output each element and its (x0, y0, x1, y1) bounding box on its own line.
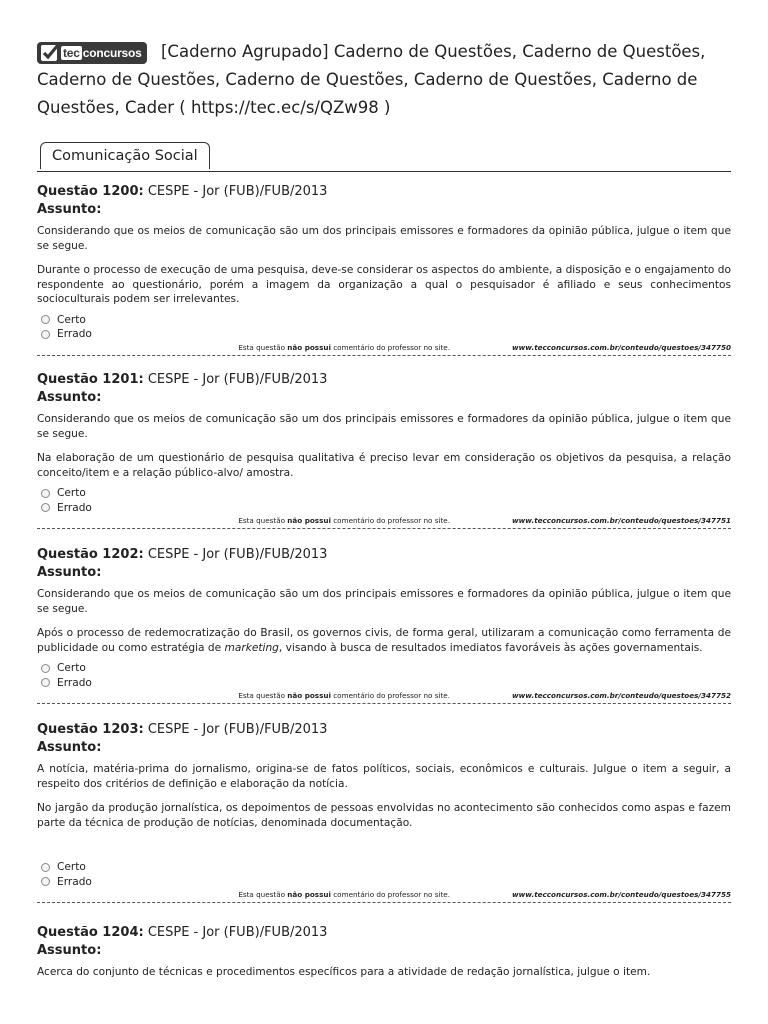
document-title: [Caderno Agrupado] Caderno de Questões, Caderno de Questões, Caderno de Questões, Caderno de Questões, Caderno de Questões, Caderno de Questões, Cader ( https://tec.ec/s/QZw98 ) (37, 42, 706, 117)
option-certo[interactable]: Certo (37, 313, 731, 328)
tecconcursos-logo[interactable] (37, 42, 147, 64)
question-header: Questão 1201: CESPE - Jor (FUB)/FUB/2013 (37, 372, 328, 387)
radio-icon[interactable] (41, 330, 50, 339)
question-subject: Assunto: (37, 390, 102, 405)
question-subject: Assunto: (37, 943, 102, 958)
question-separator (37, 703, 731, 704)
question-footer (37, 342, 731, 354)
question-statement: Durante o processo de execução de uma pesquisa, deve-se considerar os aspectos do ambiente, a disposição e o engajamento do respondente ao questionário, porém a imagem da organização a qual o pesquisador é afiliado e seus conhecimentos socioculturais podem ser irrelevantes. (37, 264, 731, 305)
question-separator (37, 902, 731, 903)
question-1204 (37, 924, 731, 980)
radio-icon[interactable] (41, 678, 50, 687)
question-statement: Na elaboração de um questionário de pesquisa qualitativa é preciso levar em consideração os objetivos da pesquisa, a relação conceito/item e a relação público-alvo/ amostra. (37, 452, 731, 479)
question-1203 (37, 721, 731, 903)
question-1202 (37, 546, 731, 704)
question-context: Considerando que os meios de comunicação são um dos principais emissores e formadores da opinião pública, julgue o item que se segue. (37, 225, 731, 252)
section-tab-comunicacao-social: Comunicação Social (40, 142, 210, 169)
question-subject: Assunto: (37, 202, 102, 217)
comment-note: Esta questão não possui comentário do professor no site. (238, 691, 450, 700)
option-errado[interactable]: Errado (37, 501, 731, 516)
answer-options (37, 486, 731, 515)
comment-note: Esta questão não possui comentário do professor no site. (238, 890, 450, 899)
question-separator (37, 355, 731, 356)
radio-icon[interactable] (41, 489, 50, 498)
option-errado[interactable]: Errado (37, 327, 731, 342)
option-certo[interactable]: Certo (37, 486, 731, 501)
comment-note: Esta questão não possui comentário do professor no site. (238, 516, 450, 525)
radio-icon[interactable] (41, 503, 50, 512)
question-context: Considerando que os meios de comunicação são um dos principais emissores e formadores da opinião pública, julgue o item que se segue. (37, 413, 731, 440)
document-header (37, 38, 737, 122)
question-link[interactable]: www.tecconcursos.com.br/conteudo/questoes/347750 (512, 342, 731, 352)
question-1201 (37, 371, 731, 529)
option-certo[interactable]: Certo (37, 661, 731, 676)
question-separator (37, 528, 731, 529)
question-context: Considerando que os meios de comunicação são um dos principais emissores e formadores da opinião pública, julgue o item que se segue. (37, 588, 731, 615)
section-divider (37, 171, 731, 172)
answer-options (37, 661, 731, 690)
logo-text: tec concursos (63, 46, 142, 60)
checkbox-check-icon (40, 43, 60, 63)
question-footer (37, 690, 731, 702)
question-link[interactable]: www.tecconcursos.com.br/conteudo/questoes/347752 (512, 691, 731, 700)
comment-note: Esta questão não possui comentário do professor no site. (238, 342, 450, 352)
radio-icon[interactable] (41, 664, 50, 673)
question-footer (37, 889, 731, 901)
question-statement: No jargão da produção jornalística, os depoimentos de pessoas envolvidas no acontecimento são conhecidos como aspas e fazem parte da técnica de produção de notícias, denominada documentação. (37, 802, 731, 829)
answer-options (37, 313, 731, 342)
question-context: Acerca do conjunto de técnicas e procedimentos específicos para a atividade de redação jornalística, julgue o item. (37, 966, 651, 978)
option-certo[interactable]: Certo (37, 860, 731, 875)
question-header: Questão 1200: CESPE - Jor (FUB)/FUB/2013 (37, 184, 328, 199)
option-errado[interactable]: Errado (37, 875, 731, 890)
question-1200 (37, 183, 731, 356)
question-header: Questão 1203: CESPE - Jor (FUB)/FUB/2013 (37, 722, 328, 737)
question-header: Questão 1202: CESPE - Jor (FUB)/FUB/2013 (37, 547, 328, 562)
option-errado[interactable]: Errado (37, 676, 731, 691)
radio-icon[interactable] (41, 877, 50, 886)
answer-options (37, 860, 731, 889)
radio-icon[interactable] (41, 863, 50, 872)
question-context: A notícia, matéria-prima do jornalismo, origina-se de fatos políticos, sociais, econômicos e culturais. Julgue o item a seguir, a respeito dos critérios de definição e elaboração da notícia. (37, 763, 731, 790)
question-link[interactable]: www.tecconcursos.com.br/conteudo/questoes/347751 (512, 516, 731, 525)
radio-icon[interactable] (41, 315, 50, 324)
question-header: Questão 1204: CESPE - Jor (FUB)/FUB/2013 (37, 925, 328, 940)
question-footer (37, 515, 731, 527)
question-subject: Assunto: (37, 565, 102, 580)
section-header (37, 142, 731, 172)
question-subject: Assunto: (37, 740, 102, 755)
question-statement: Após o processo de redemocratização do Brasil, os governos civis, de forma geral, utilizaram a comunicação como ferramenta de publicidade ou como estratégia de marketing, visando à busca de resultados imediatos favoráveis às ações governamentais. (37, 627, 731, 654)
question-link[interactable]: www.tecconcursos.com.br/conteudo/questoes/347755 (512, 890, 731, 899)
